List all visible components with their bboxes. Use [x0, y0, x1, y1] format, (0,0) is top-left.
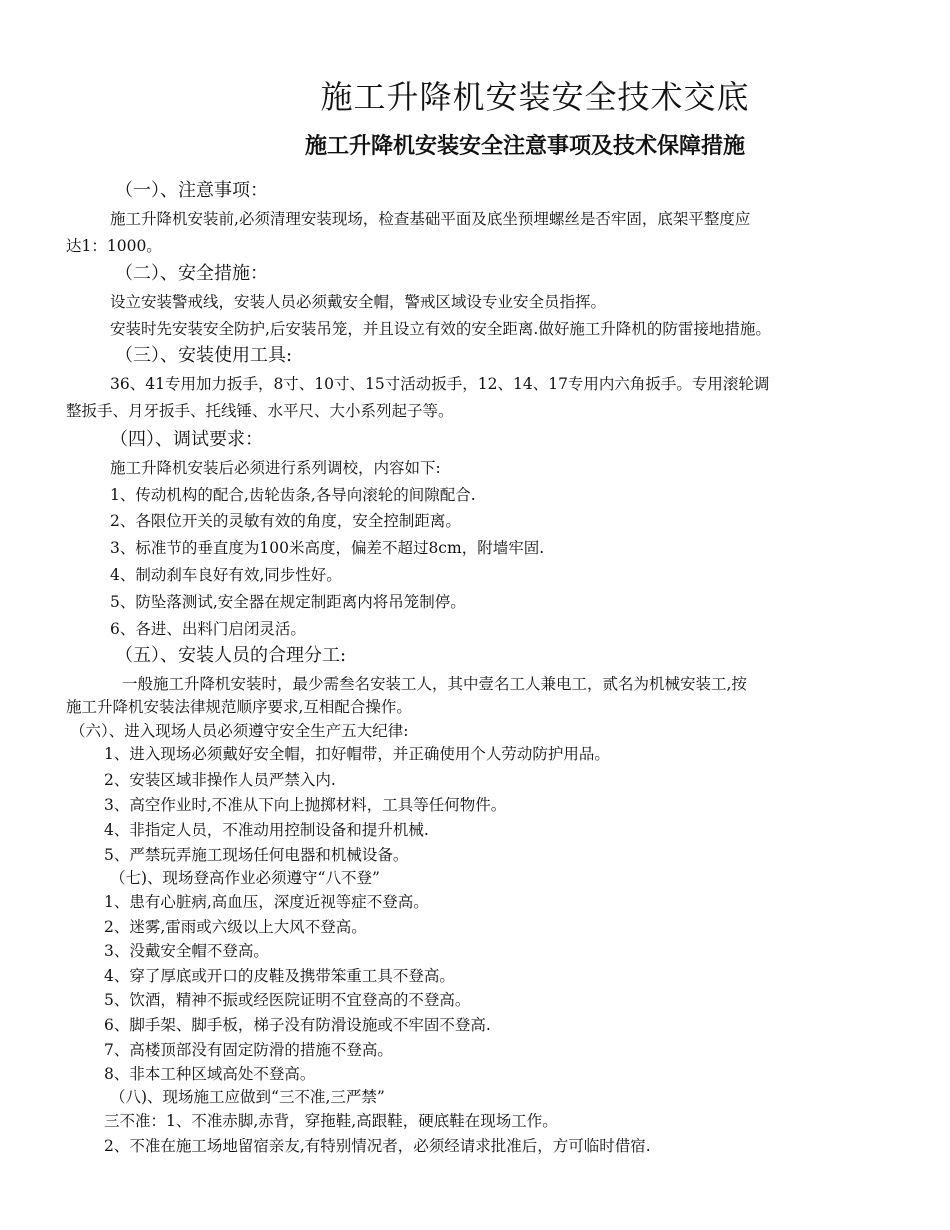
section-heading-4: （四）、调试要求：: [110, 429, 263, 450]
list-item: 6、各进、出料门启闭灵活。: [110, 620, 306, 638]
section-heading-7: （七)、现场登高作业必须遵守“八不登”: [110, 869, 380, 887]
section-heading-8: （八)、现场施工应做到“三不准,三严禁”: [110, 1088, 385, 1106]
list-item: 7、高楼顶部没有固定防滑的措施不登高。: [104, 1041, 393, 1059]
paragraph-line: 施工升降机安装前,必须清理安装现场，检查基础平面及底坐预埋螺丝是否牢固，底架平整度应: [110, 210, 751, 228]
list-item: 2、不准在施工场地留宿亲友,有特别情况者，必须经请求批准后，方可临时借宿.: [104, 1137, 651, 1155]
section-heading-5: （五）、安装人员的合理分工:: [115, 645, 347, 666]
paragraph-line: 施工升降机安装法律规范顺序要求,互相配合操作。: [66, 698, 412, 716]
paragraph-line: 安装时先安装安全防护,后安装吊笼，并且设立有效的安全距离.做好施工升降机的防雷接地措施。: [110, 320, 771, 338]
list-item: 4、非指定人员，不准动用控制设备和提升机械.: [104, 821, 429, 839]
section-heading-2: （二）、安全措施：: [115, 263, 268, 284]
list-item: 4、制动刹车良好有效,同步性好。: [110, 566, 342, 584]
paragraph-line: 施工升降机安装后必须进行系列调校，内容如下:: [110, 459, 441, 477]
list-item: 5、防坠落测试,安全器在规定制距离内将吊笼制停。: [110, 593, 466, 611]
list-item: 2、各限位开关的灵敏有效的角度，安全控制距离。: [110, 512, 461, 530]
list-item: 3、没戴安全帽不登高。: [104, 942, 269, 960]
section-heading-3: （三）、安装使用工具:: [115, 345, 293, 366]
paragraph-line: 整扳手、月牙扳手、托线锤、水平尺、大小系列起子等。: [66, 402, 454, 420]
section-heading-1: （一）、注意事项：: [115, 180, 268, 201]
paragraph-line: 达1：1000。: [66, 237, 162, 255]
list-item: 1、传动机构的配合,齿轮齿条,各导向滚轮的间隙配合.: [110, 486, 476, 504]
section-heading-6: （六）、进入现场人员必须遵守安全生产五大纪律:: [70, 722, 409, 740]
list-item: 4、穿了厚底或开口的皮鞋及携带笨重工具不登高。: [104, 967, 455, 985]
list-item: 1、进入现场必须戴好安全帽，扣好帽带，并正确使用个人劳动防护用品。: [104, 745, 610, 763]
list-item: 3、高空作业时,不准从下向上抛掷材料，工具等任何物件。: [104, 796, 507, 814]
list-item: 3、标准节的垂直度为100米高度，偏差不超过8cm，附墙牢固.: [110, 539, 545, 557]
document-title: 施工升降机安装安全技术交底: [320, 78, 750, 116]
paragraph-line: 一般施工升降机安装时，最少需叁名安装工人，其中壹名工人兼电工，贰名为机械安装工,按: [122, 675, 747, 693]
document-subtitle: 施工升降机安装安全注意事项及技术保障措施: [304, 133, 745, 159]
paragraph-line: 36、41专用加力扳手，8寸、10寸、15寸活动扳手，12、14、17专用内六角扳手。专用滚轮调: [110, 375, 770, 393]
list-item: 2、安装区域非操作人员严禁入内.: [104, 771, 336, 789]
list-item: 8、非本工种区域高处不登高。: [104, 1065, 316, 1083]
list-item: 5、饮酒，精神不振或经医院证明不宜登高的不登高。: [104, 991, 471, 1009]
list-item: 1、患有心脏病,高血压，深度近视等症不登高。: [104, 893, 429, 911]
list-item: 三不准：1、不准赤脚,赤背，穿拖鞋,高跟鞋，硬底鞋在现场工作。: [104, 1112, 558, 1130]
list-item: 2、迷雾,雷雨或六级以上大风不登高。: [104, 918, 367, 936]
paragraph-line: 设立安装警戒线，安装人员必须戴安全帽，警戒区域设专业安全员指挥。: [110, 293, 607, 311]
list-item: 6、脚手架、脚手板，梯子没有防滑设施或不牢固不登高.: [104, 1016, 491, 1034]
list-item: 5、严禁玩弄施工现场任何电器和机械设备。: [104, 846, 409, 864]
